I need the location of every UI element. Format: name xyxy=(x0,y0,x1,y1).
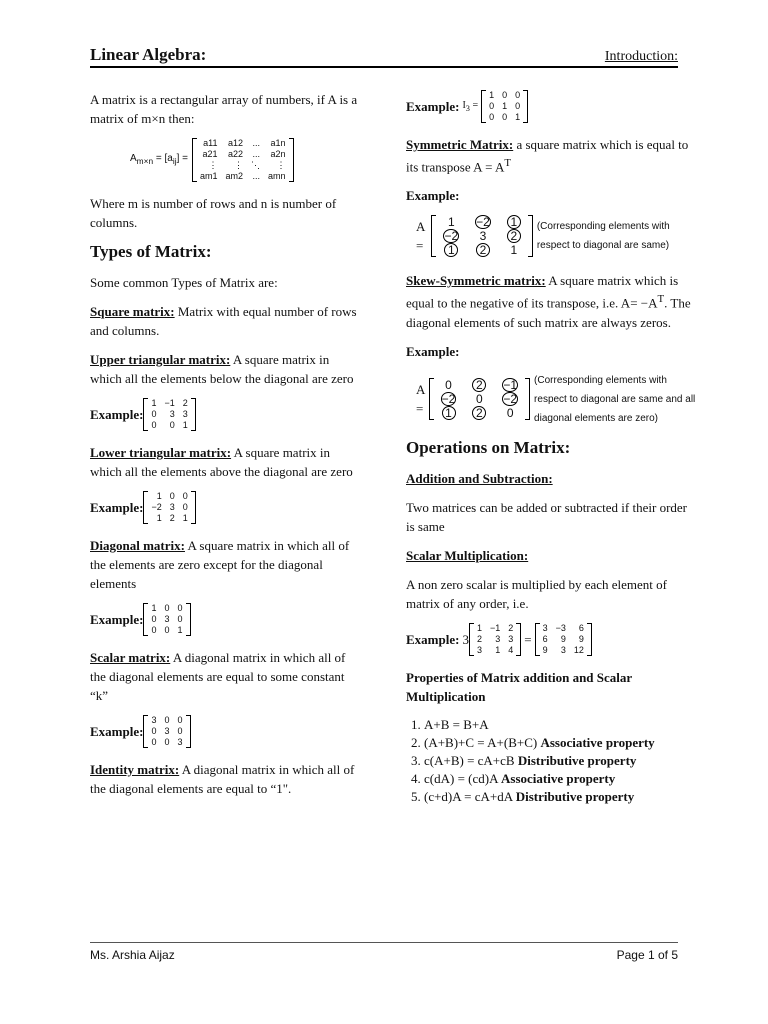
matrix-cell: 0 xyxy=(515,90,521,100)
identity-example: Example: $I_3$ = 1 0 0 0 1 0 0 0 1 xyxy=(406,90,696,123)
matrix-cell: 0 xyxy=(169,420,175,430)
matrix-cell: 4 xyxy=(508,644,514,655)
matrix-cell: 0 xyxy=(151,625,157,635)
matrix-cell: 0 xyxy=(476,392,483,407)
diagonal-matrix-def: Diagonal matrix: A square matrix in which all of the elements are zero except for the diagonal elements xyxy=(90,538,350,591)
matrix-cell: 1 xyxy=(182,513,188,523)
diagonal-example: Example: 1 0 0 0 3 0 0 0 1 xyxy=(90,603,360,636)
where-text: Where m is number of rows and n is number of columns. xyxy=(90,196,337,230)
scalar-mul-label: Scalar Multiplication: xyxy=(406,547,529,563)
matrix-cell: 0 xyxy=(177,603,183,613)
types-heading: Types of Matrix: xyxy=(90,242,212,261)
matrix-cell: 3 xyxy=(542,622,548,633)
matrix-cell: ⋮ xyxy=(234,160,243,170)
matrix-cell: 6 xyxy=(578,622,584,633)
matrix-cell: 0 xyxy=(151,726,157,736)
matrix-smul-b xyxy=(535,623,592,656)
matrix-cell: 0 xyxy=(489,101,495,111)
lower-matrix-def: Lower triangular matrix: A square matrix in which all the elements above the diagonal are zero xyxy=(90,445,353,479)
matrix-cell: a21 xyxy=(202,149,218,159)
matrix-cell: −2 xyxy=(441,392,456,407)
right-column xyxy=(406,90,696,806)
matrix-cell: 0 xyxy=(164,625,170,635)
matrix-cell: a22 xyxy=(227,149,243,159)
section-title: Introduction: xyxy=(604,49,678,64)
upper-example: Example: 1 −1 2 0 3 3 0 0 1 xyxy=(90,398,360,431)
add-sub-label: Addition and Subtraction: xyxy=(406,470,553,486)
matrix-cell: 3 xyxy=(479,229,487,244)
amn-definition: $A_{m\times n} = [a_{ij}]$ = a11 a12 ... a1n a21 a22 ... a2n ⋮ ⋮ ⋱ ⋮ am1 am2 ... amn xyxy=(130,138,360,182)
matrix-cell: a11 xyxy=(203,138,218,148)
matrix-cell: 0 xyxy=(177,726,183,736)
property-2: 2. (A+B)+C = A+(B+C) Associative property xyxy=(424,734,696,752)
matrix-cell: 9 xyxy=(542,644,548,655)
matrix-skew xyxy=(429,378,530,420)
scalar-mul-text: A non zero scalar is multiplied by each element of matrix of any order, i.e. xyxy=(406,576,667,611)
scalar-mul-example: Example: 3 1 −1 2 2 3 3 3 1 4 = 3 −3 6 6 9 9 9 3 12 xyxy=(406,623,696,656)
property-1: 1. A+B = B+A xyxy=(424,716,696,734)
matrix-upper xyxy=(143,398,195,431)
property-4: 4. c(dA) = (cd)A Associative property xyxy=(424,770,696,788)
matrix-cell: 1 xyxy=(489,90,495,100)
properties-heading: Properties of Matrix addition and Scalar Multiplication xyxy=(406,669,632,704)
operations-heading: Operations on Matrix: xyxy=(406,437,571,457)
matrix-cell: −1 xyxy=(164,398,175,408)
matrix-cell: 0 xyxy=(502,112,508,122)
matrix-cell: 0 xyxy=(182,491,188,501)
matrix-cell: 1 xyxy=(151,603,157,613)
matrix-cell: ⋱ xyxy=(251,160,260,170)
matrix-cell: 1 xyxy=(156,513,162,523)
matrix-cell: 2 xyxy=(464,378,494,392)
matrix-cell: 3 xyxy=(495,633,501,644)
matrix-cell: 3 xyxy=(164,614,170,624)
matrix-cell: 1 xyxy=(156,491,162,501)
matrix-cell: 2 xyxy=(499,229,529,243)
matrix-cell: −2 xyxy=(503,392,518,407)
matrix-smul-a xyxy=(469,623,521,656)
matrix-cell: 2 xyxy=(464,406,494,420)
matrix-cell: 0 xyxy=(182,502,188,512)
matrix-cell: ⋮ xyxy=(208,160,218,170)
page-header xyxy=(90,45,678,68)
matrix-cell: 3 xyxy=(560,644,566,655)
matrix-cell: −1 xyxy=(489,622,501,633)
matrix-cell: 0 xyxy=(177,715,183,725)
matrix-cell: 2 xyxy=(182,398,188,408)
matrix-cell: 3 xyxy=(164,726,170,736)
matrix-cell: 6 xyxy=(542,633,548,644)
matrix-scalar xyxy=(143,715,190,748)
matrix-cell: 0 xyxy=(164,603,170,613)
matrix-cell: 1 xyxy=(177,625,183,635)
some-text: Some common Types of Matrix are: xyxy=(90,275,278,290)
matrix-cell: 1 xyxy=(510,243,518,258)
matrix-cell: 0 xyxy=(502,90,508,100)
identity-matrix-def: Identity matrix: A diagonal matrix in which all of the diagonal elements are equal to “1". xyxy=(90,762,355,796)
matrix-cell: 0 xyxy=(506,406,514,421)
matrix-cell: 0 xyxy=(151,737,157,747)
matrix-cell: 0 xyxy=(169,491,175,501)
matrix-cell: 2 xyxy=(508,622,514,633)
matrix-cell: 9 xyxy=(560,633,566,644)
skew-example-label: Example: xyxy=(406,343,460,359)
matrix-cell: a2n xyxy=(270,149,286,159)
matrix-cell: 0 xyxy=(489,112,495,122)
square-matrix-def: Square matrix: Matrix with equal number of rows and columns. xyxy=(90,304,357,338)
matrix-lower xyxy=(143,491,195,524)
matrix-amn xyxy=(192,138,294,182)
matrix-cell: ... xyxy=(252,138,260,148)
matrix-symmetric xyxy=(431,215,532,257)
matrix-cell: 3 xyxy=(182,409,188,419)
matrix-cell: 0 xyxy=(151,409,157,419)
matrix-cell: ⋮ xyxy=(276,160,286,170)
matrix-diagonal xyxy=(143,603,190,636)
matrix-cell: 3 xyxy=(508,633,514,644)
lower-example: Example: 1 0 0 −2 3 0 1 2 1 xyxy=(90,491,360,524)
footer-page: Page 1 of 5 xyxy=(616,948,678,962)
property-3: 3. c(A+B) = cA+cB Distributive property xyxy=(424,752,696,770)
matrix-cell: 1 xyxy=(476,622,482,633)
matrix-cell: 3 xyxy=(151,715,157,725)
matrix-cell: 0 xyxy=(151,420,157,430)
matrix-cell: am2 xyxy=(225,171,243,181)
matrix-cell: −1 xyxy=(503,378,518,393)
intro-text: A matrix is a rectangular array of numbers, if A is a matrix of m×n then: xyxy=(90,92,358,126)
matrix-cell: 1 xyxy=(182,420,188,430)
page-footer xyxy=(90,942,678,965)
matrix-cell: −2 xyxy=(151,502,162,512)
matrix-cell: −2 xyxy=(476,215,490,230)
footer-author: Ms. Arshia Aijaz xyxy=(90,948,175,962)
matrix-cell: 3 xyxy=(476,644,482,655)
matrix-cell: 2 xyxy=(169,513,175,523)
matrix-cell: 0 xyxy=(445,378,452,393)
matrix-cell: 3 xyxy=(177,737,183,747)
matrix-cell: 2 xyxy=(476,633,482,644)
matrix-cell: 1 xyxy=(433,406,465,420)
matrix-cell: 12 xyxy=(573,644,584,655)
matrix-cell: 0 xyxy=(515,101,521,111)
matrix-cell: −2 xyxy=(444,229,459,244)
matrix-cell: −3 xyxy=(555,622,566,633)
matrix-cell: 1 xyxy=(502,101,508,111)
add-sub-text: Two matrices can be added or subtracted if their order is same xyxy=(406,499,687,534)
matrix-cell: 3 xyxy=(169,502,175,512)
matrix-cell: 1 xyxy=(495,644,501,655)
scalar-matrix-def: Scalar matrix: A diagonal matrix in which all of the diagonal elements are equal to some constant “k” xyxy=(90,650,346,703)
matrix-cell: 1 xyxy=(447,215,455,230)
skew-example: A = 0 2 −1 −2 0 −2 1 2 0 (Corresponding elements with respect to diagonal are same and all diagonal elements are zero) xyxy=(416,374,696,424)
symmetric-matrix-def: Symmetric Matrix: a square matrix which is equal to its transpose $A = A^T$ xyxy=(406,137,689,175)
matrix-cell: 9 xyxy=(578,633,584,644)
matrix-cell: 1 xyxy=(499,215,529,229)
matrix-cell: 1 xyxy=(515,112,521,122)
symmetric-example: A = 1 −2 1 −2 3 2 1 2 1 (Corresponding elements with respect to diagonal are same) xyxy=(416,215,670,258)
doc-title: Linear Algebra: xyxy=(90,45,207,64)
matrix-cell: 2 xyxy=(467,243,499,257)
matrix-cell: a1n xyxy=(270,138,286,148)
matrix-cell: ... xyxy=(252,149,260,159)
matrix-cell: amn xyxy=(268,171,286,181)
scalar-example: Example: 3 0 0 0 3 0 0 0 3 xyxy=(90,715,360,748)
matrix-cell: 3 xyxy=(169,409,175,419)
matrix-identity xyxy=(481,90,528,123)
left-column xyxy=(90,90,360,808)
symmetric-example-label: Example: xyxy=(406,188,460,204)
upper-matrix-def: Upper triangular matrix: A square matrix in which all the elements below the diagonal are zero xyxy=(90,352,354,386)
properties-list xyxy=(406,716,696,806)
matrix-cell: 0 xyxy=(164,715,170,725)
matrix-cell: am1 xyxy=(199,171,218,181)
matrix-cell: 1 xyxy=(435,243,467,257)
skew-matrix-def: Skew-Symmetric matrix: A square matrix which is equal to the negative of its transpose, i.e. $A= -A^T$. The diagonal elements of such matrix are always zeros. xyxy=(406,273,691,330)
matrix-cell: a12 xyxy=(227,138,243,148)
matrix-cell: 0 xyxy=(164,737,170,747)
matrix-cell: ... xyxy=(252,171,260,181)
matrix-cell: 0 xyxy=(151,614,157,624)
property-5: 5. (c+d)A = cA+dA Distributive property xyxy=(424,788,696,806)
matrix-cell: 0 xyxy=(177,614,183,624)
matrix-cell: 1 xyxy=(151,398,157,408)
